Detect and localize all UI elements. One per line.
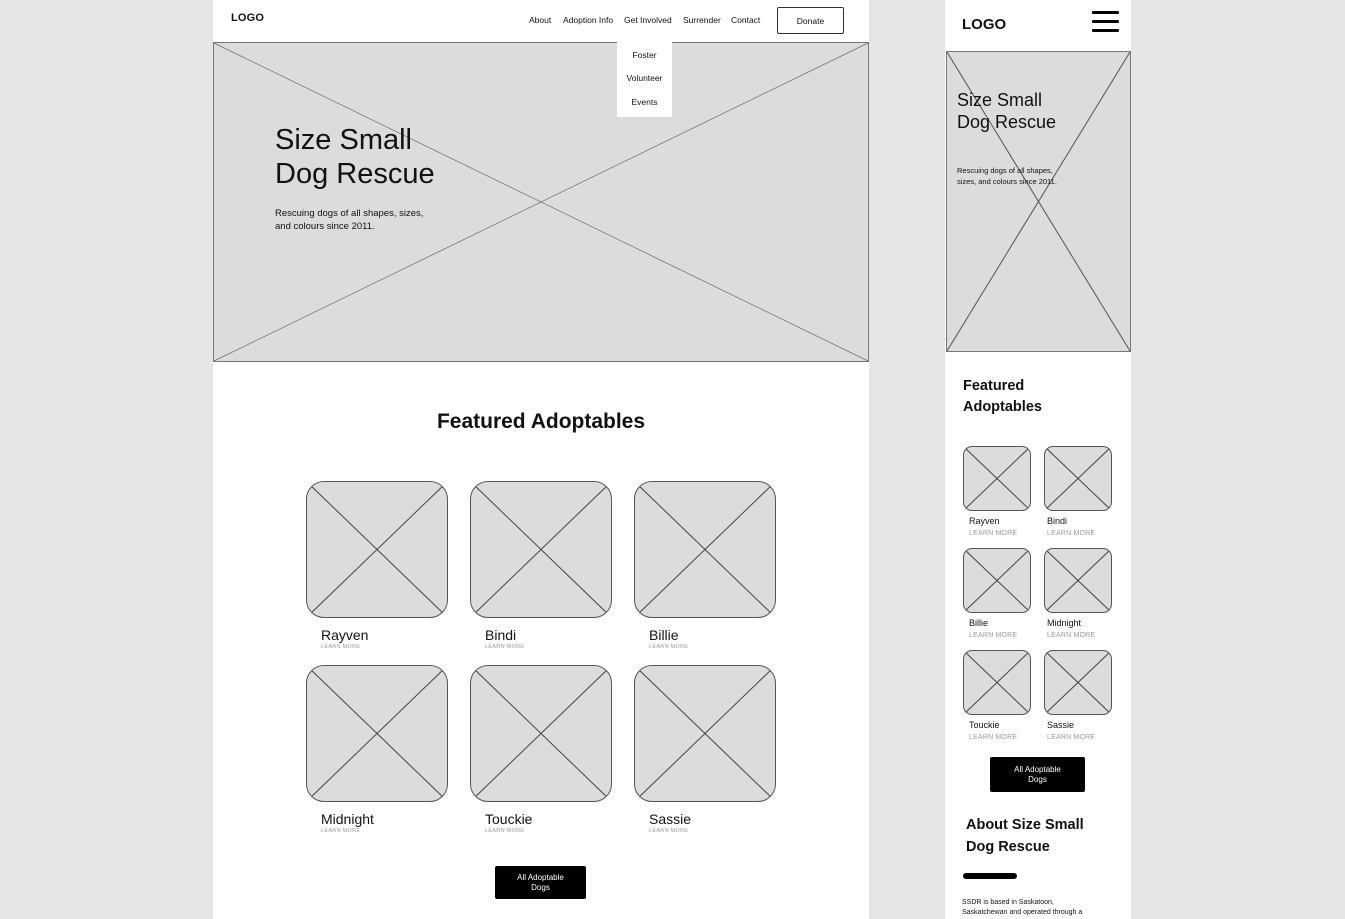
dog-photo-placeholder[interactable] [306, 665, 448, 802]
image-placeholder-icon [1045, 651, 1111, 714]
button-label-line: All Adoptable [517, 872, 564, 882]
dog-photo-placeholder[interactable] [963, 446, 1031, 511]
learn-more-link[interactable]: LEARN MORE [321, 644, 361, 650]
image-placeholder-icon [471, 482, 611, 617]
nav-adoption-info[interactable]: Adoption Info [563, 15, 614, 25]
hero-subtitle-line: Rescuing dogs of all shapes, sizes, [275, 208, 424, 219]
hero-subtitle [957, 166, 1069, 187]
learn-more-link[interactable]: LEARN MORE [649, 828, 689, 834]
hero-title-line: Size Small [275, 124, 412, 156]
learn-more-link[interactable]: LEARN MORE [1047, 632, 1096, 639]
image-placeholder-icon [635, 482, 775, 617]
learn-more-link[interactable]: LEARN MORE [321, 828, 361, 834]
dog-photo-placeholder[interactable] [634, 665, 776, 802]
dog-name[interactable]: Midnight [1047, 618, 1082, 628]
image-placeholder-icon [214, 43, 868, 361]
hero-title-line: Dog Rescue [957, 112, 1057, 132]
dog-name[interactable]: Touckie [485, 811, 533, 827]
hero-subtitle-line: and colours since 2011. [275, 221, 375, 232]
nav-surrender[interactable]: Surrender [683, 15, 721, 25]
nav-contact[interactable]: Contact [731, 15, 761, 25]
dog-photo-placeholder[interactable] [634, 481, 776, 618]
hero-title [957, 89, 1056, 133]
image-placeholder-icon [635, 666, 775, 801]
logo[interactable]: LOGO [231, 12, 265, 24]
get-involved-dropdown [617, 42, 672, 117]
dog-name[interactable]: Billie [649, 627, 679, 643]
dog-name[interactable]: Billie [969, 618, 989, 628]
dog-name[interactable]: Bindi [1047, 516, 1068, 526]
mobile-wireframe [945, 0, 1131, 919]
image-placeholder-icon [1045, 447, 1111, 510]
dog-photo-placeholder[interactable] [470, 481, 612, 618]
dog-name[interactable]: Touckie [969, 720, 1000, 730]
hero-subtitle-line: Rescuing dogs of all shapes, [957, 166, 1053, 175]
dog-name[interactable]: Rayven [969, 516, 1000, 526]
hero-subtitle-line: sizes, and colours since 2011. [957, 176, 1057, 186]
heading-line: Adoptables [963, 399, 1042, 415]
about-text-line: SSDR is based in Saskatoon, [962, 899, 1054, 906]
dropdown-item-events[interactable]: Events [631, 97, 658, 107]
dog-photo-placeholder[interactable] [1044, 446, 1112, 511]
desktop-wireframe [213, 0, 869, 919]
dog-photo-placeholder[interactable] [1044, 548, 1112, 613]
dog-photo-placeholder[interactable] [963, 650, 1031, 715]
image-placeholder-icon [964, 651, 1030, 714]
button-label-line: Dogs [1028, 774, 1047, 784]
heading-underline-bar [963, 873, 1017, 879]
dog-photo-placeholder[interactable] [963, 548, 1031, 613]
image-placeholder-icon [471, 666, 611, 801]
image-placeholder-icon [307, 482, 447, 617]
heading-line: About Size Small [966, 817, 1084, 833]
learn-more-link[interactable]: LEARN MORE [1047, 530, 1096, 537]
donate-button[interactable]: Donate [777, 7, 844, 34]
hamburger-menu-icon[interactable] [1092, 11, 1119, 33]
image-placeholder-icon [307, 666, 447, 801]
learn-more-link[interactable]: LEARN MORE [1047, 734, 1096, 741]
learn-more-link[interactable]: LEARN MORE [649, 644, 689, 650]
heading-line: Featured [963, 378, 1025, 394]
about-heading [966, 814, 1116, 858]
image-placeholder-icon [1045, 549, 1111, 612]
dropdown-item-volunteer[interactable]: Volunteer [626, 73, 663, 83]
dog-photo-placeholder[interactable] [1044, 650, 1112, 715]
dog-name[interactable]: Bindi [485, 627, 517, 643]
hero-title-line: Dog Rescue [275, 158, 435, 190]
dog-photo-placeholder[interactable] [306, 481, 448, 618]
featured-adoptables-heading: Featured Adoptables [436, 410, 646, 433]
nav-get-involved[interactable]: Get Involved [624, 15, 672, 25]
learn-more-link[interactable]: LEARN MORE [485, 644, 525, 650]
dog-name[interactable]: Sassie [1047, 720, 1075, 730]
dog-name[interactable]: Rayven [321, 627, 369, 643]
nav-about[interactable]: About [529, 15, 552, 25]
logo[interactable]: LOGO [962, 16, 1007, 33]
about-text-line: Saskatchewan and operated through a [962, 909, 1083, 916]
about-paragraph [962, 898, 1112, 918]
learn-more-link[interactable]: LEARN MORE [485, 828, 525, 834]
dog-photo-placeholder[interactable] [470, 665, 612, 802]
image-placeholder-icon [964, 447, 1030, 510]
button-label-line: Dogs [531, 882, 550, 892]
all-adoptable-dogs-button[interactable] [495, 866, 586, 899]
hero-image-placeholder [213, 42, 869, 362]
learn-more-link[interactable]: LEARN MORE [969, 530, 1018, 537]
dropdown-item-foster[interactable]: Foster [632, 50, 657, 60]
dog-name[interactable]: Midnight [321, 811, 374, 827]
hero-title [275, 123, 435, 191]
all-adoptable-dogs-button[interactable] [990, 757, 1085, 792]
learn-more-link[interactable]: LEARN MORE [969, 734, 1018, 741]
heading-line: Dog Rescue [966, 839, 1050, 855]
featured-adoptables-heading [963, 376, 1083, 418]
dog-name[interactable]: Sassie [649, 811, 692, 827]
learn-more-link[interactable]: LEARN MORE [969, 632, 1018, 639]
hero-subtitle [275, 207, 435, 233]
image-placeholder-icon [964, 549, 1030, 612]
button-label-line: All Adoptable [1014, 764, 1061, 774]
hero-title-line: Size Small [957, 90, 1043, 110]
